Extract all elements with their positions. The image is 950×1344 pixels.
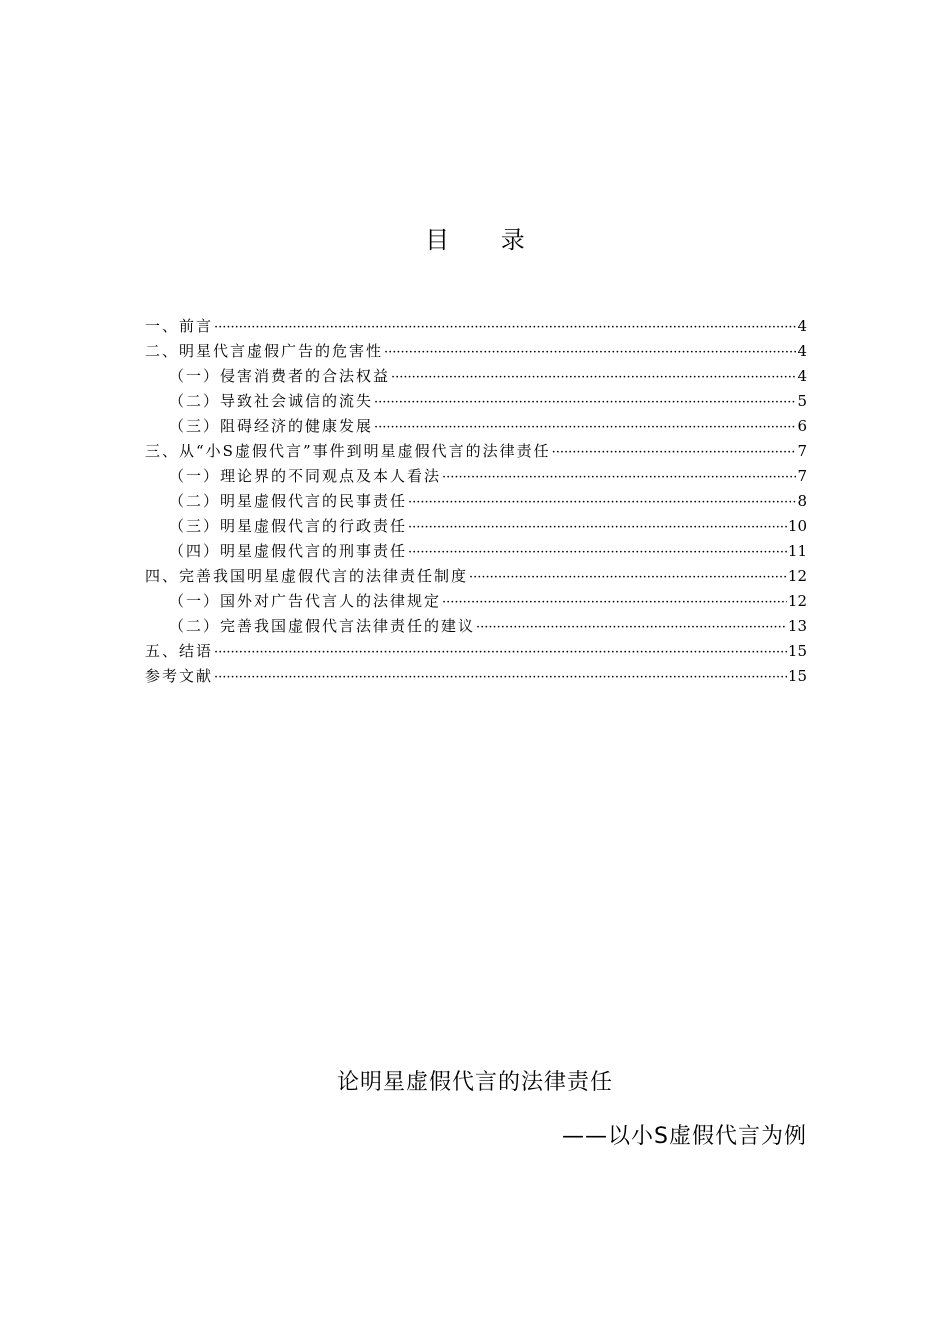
toc-item[interactable] <box>145 539 807 564</box>
toc-page-number: 12 <box>787 567 807 585</box>
toc-item[interactable] <box>145 614 807 639</box>
toc-item-text: 五、结语 <box>145 642 214 660</box>
paper-title: 论明星虚假代言的法律责任 <box>336 1070 613 1095</box>
toc-item-text: 三、从“小S虚假代言”事件到明星虚假代言的法律责任 <box>145 442 551 460</box>
toc-item[interactable] <box>145 364 807 389</box>
toc-item-text: （三）明星虚假代言的行政责任 <box>169 517 408 535</box>
toc-dot-leader <box>391 365 796 390</box>
toc-dot-leader <box>374 390 796 415</box>
toc-item[interactable] <box>145 464 807 489</box>
toc-item[interactable] <box>145 339 807 364</box>
toc-page-number: 7 <box>797 442 807 460</box>
toc-page-number: 15 <box>787 642 807 660</box>
toc-item-text: （四）明星虚假代言的刑事责任 <box>169 542 408 560</box>
toc-dot-leader <box>442 590 787 615</box>
toc-item[interactable] <box>145 589 807 614</box>
toc-item-text: （二）明星虚假代言的民事责任 <box>169 492 408 510</box>
toc-page-number: 4 <box>797 317 807 335</box>
toc-item[interactable] <box>145 639 807 664</box>
toc-item-text: 二、明星代言虚假广告的危害性 <box>145 342 384 360</box>
toc-dot-leader <box>214 315 796 340</box>
toc-dot-leader <box>214 665 787 690</box>
toc-item-text: （三）阻碍经济的健康发展 <box>169 417 374 435</box>
toc-page-number: 7 <box>797 467 807 485</box>
toc-item[interactable] <box>145 439 807 464</box>
toc-dot-leader <box>408 540 787 565</box>
toc-page-number: 13 <box>787 617 807 635</box>
toc-item-text: （二）导致社会诚信的流失 <box>169 392 374 410</box>
toc-page-number: 11 <box>787 542 807 560</box>
toc-page-number: 12 <box>787 592 807 610</box>
toc-dot-leader <box>442 465 796 490</box>
toc-item[interactable] <box>145 314 807 339</box>
toc-item-text: （一）理论界的不同观点及本人看法 <box>169 467 442 485</box>
toc-item[interactable] <box>145 514 807 539</box>
toc-page-number: 10 <box>787 517 807 535</box>
toc-page-number: 8 <box>797 492 807 510</box>
toc-page-number: 4 <box>797 342 807 360</box>
toc-item[interactable] <box>145 664 807 689</box>
toc-item-text: 参考文献 <box>145 667 214 685</box>
toc-item-text: 一、前言 <box>145 317 214 335</box>
toc-item-text: 四、完善我国明星虚假代言的法律责任制度 <box>145 567 469 585</box>
toc-dot-leader <box>469 565 787 590</box>
toc-dot-leader <box>214 640 787 665</box>
toc-dot-leader <box>408 490 796 515</box>
toc-dot-leader <box>374 415 796 440</box>
table-of-contents <box>145 314 807 689</box>
toc-item[interactable] <box>145 564 807 589</box>
toc-item-text: （一）国外对广告代言人的法律规定 <box>169 592 442 610</box>
toc-page-number: 6 <box>797 417 807 435</box>
toc-heading: 目 录 <box>425 226 547 254</box>
toc-item-text: （二）完善我国虚假代言法律责任的建议 <box>169 617 476 635</box>
toc-page-number: 15 <box>787 667 807 685</box>
toc-item[interactable] <box>145 414 807 439</box>
toc-dot-leader <box>384 340 796 365</box>
toc-item[interactable] <box>145 489 807 514</box>
paper-subtitle: ——以小S虚假代言为例 <box>562 1124 807 1149</box>
toc-page-number: 4 <box>797 367 807 385</box>
toc-dot-leader <box>476 615 787 640</box>
toc-page-number: 5 <box>797 392 807 410</box>
toc-item[interactable] <box>145 389 807 414</box>
toc-dot-leader <box>408 515 787 540</box>
toc-dot-leader <box>552 440 797 465</box>
toc-item-text: （一）侵害消费者的合法权益 <box>169 367 391 385</box>
